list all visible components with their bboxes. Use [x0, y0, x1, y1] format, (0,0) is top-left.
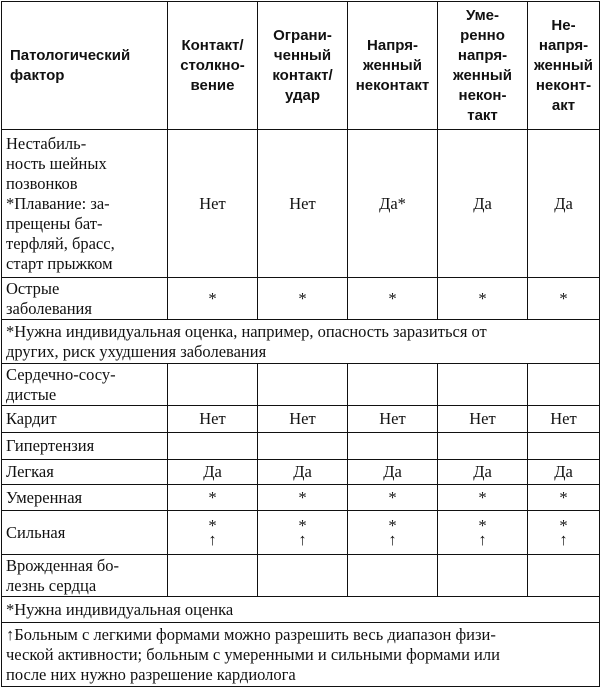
cell	[528, 511, 600, 555]
cell: Да	[438, 130, 528, 278]
cell	[438, 433, 528, 460]
cell: *	[348, 278, 438, 320]
cell: *	[528, 485, 600, 511]
header-moderate-noncontact: Уме- ренно напря- женный некон- такт	[438, 2, 528, 130]
cell: Да	[348, 460, 438, 485]
star-mark: *	[298, 515, 307, 535]
cell: Нет	[348, 406, 438, 433]
cell: *	[348, 485, 438, 511]
acute-note: *Нужна индивидуальная оценка, например, опасность заразиться от других, риск ухудшения заболевания	[2, 320, 600, 364]
table-row-cervical	[2, 130, 600, 278]
cell: *	[258, 278, 348, 320]
cell	[528, 555, 600, 597]
criteria-table	[1, 1, 600, 687]
cell	[348, 364, 438, 406]
cell: Нет	[528, 406, 600, 433]
cell: *	[438, 278, 528, 320]
header-factor: Патологический фактор	[2, 2, 168, 130]
cell	[438, 555, 528, 597]
table-row-arrow-note	[2, 623, 600, 687]
row-label-mild: Легкая	[2, 460, 168, 485]
cell	[348, 511, 438, 555]
row-label-cervical: Нестабиль- ность шейных позвонков *Плавание: за- прещены бат- терфляй, брасс, старт прыжком	[2, 130, 168, 278]
arrow-up-icon: ↑	[388, 529, 397, 549]
cell	[438, 511, 528, 555]
cell: Да	[258, 460, 348, 485]
cell	[168, 511, 258, 555]
cell: Да	[168, 460, 258, 485]
table-row-carditis	[2, 406, 600, 433]
arrow-up-icon: ↑	[298, 529, 307, 549]
star-mark: *	[388, 515, 397, 535]
row-label-carditis: Кардит	[2, 406, 168, 433]
table-row-congenital-note	[2, 597, 600, 623]
header-contact: Контакт/ столкно- вение	[168, 2, 258, 130]
cell: Нет	[168, 406, 258, 433]
cell	[258, 511, 348, 555]
header-limited-contact: Ограни- ченный контакт/ удар	[258, 2, 348, 130]
table-row-severe	[2, 511, 600, 555]
header-strenuous-noncontact: Напря- женный неконтакт	[348, 2, 438, 130]
row-label-moderate: Умеренная	[2, 485, 168, 511]
cell	[438, 364, 528, 406]
cell: Нет	[168, 130, 258, 278]
congenital-note: *Нужна индивидуальная оценка	[2, 597, 600, 623]
cell: *	[258, 485, 348, 511]
star-mark: *	[559, 515, 568, 535]
cell: Нет	[258, 130, 348, 278]
header-nonstrenuous-noncontact: Не- напря- женный неконт- акт	[528, 2, 600, 130]
cell	[348, 555, 438, 597]
star-mark: *	[478, 515, 487, 535]
cell: Нет	[258, 406, 348, 433]
row-label-hypertension: Гипертензия	[2, 433, 168, 460]
cell: *	[528, 278, 600, 320]
cell: *	[168, 278, 258, 320]
table-row-cardio	[2, 364, 600, 406]
table-row-acute-note	[2, 320, 600, 364]
arrow-up-icon: ↑	[208, 529, 217, 549]
header-row	[2, 2, 600, 130]
cell: Нет	[438, 406, 528, 433]
cell	[258, 433, 348, 460]
star-mark: *	[208, 515, 217, 535]
table-row-mild	[2, 460, 600, 485]
arrow-note: ↑Больным с легкими формами можно разрешить весь диапазон физи- ческой активности; больным с умеренными и сильными формами или после них нужно разрешение кардиолога	[2, 623, 600, 687]
cell	[168, 364, 258, 406]
row-label-severe: Сильная	[2, 511, 168, 555]
cell	[258, 364, 348, 406]
cell	[168, 433, 258, 460]
cell: Да	[528, 130, 600, 278]
cell: Да	[528, 460, 600, 485]
arrow-up-icon: ↑	[559, 529, 568, 549]
table-row-moderate	[2, 485, 600, 511]
table-row-hypertension	[2, 433, 600, 460]
cell: *	[438, 485, 528, 511]
arrow-up-icon: ↑	[478, 529, 487, 549]
cell: Да	[438, 460, 528, 485]
table-row-congenital	[2, 555, 600, 597]
cell	[528, 433, 600, 460]
row-label-acute: Острые заболевания	[2, 278, 168, 320]
row-label-cardio: Сердечно-сосу- дистые	[2, 364, 168, 406]
cell: Да*	[348, 130, 438, 278]
cell: *	[168, 485, 258, 511]
row-label-congenital: Врожденная бо- лезнь сердца	[2, 555, 168, 597]
cell	[168, 555, 258, 597]
table-row-acute	[2, 278, 600, 320]
cell	[348, 433, 438, 460]
cell	[528, 364, 600, 406]
cell	[258, 555, 348, 597]
